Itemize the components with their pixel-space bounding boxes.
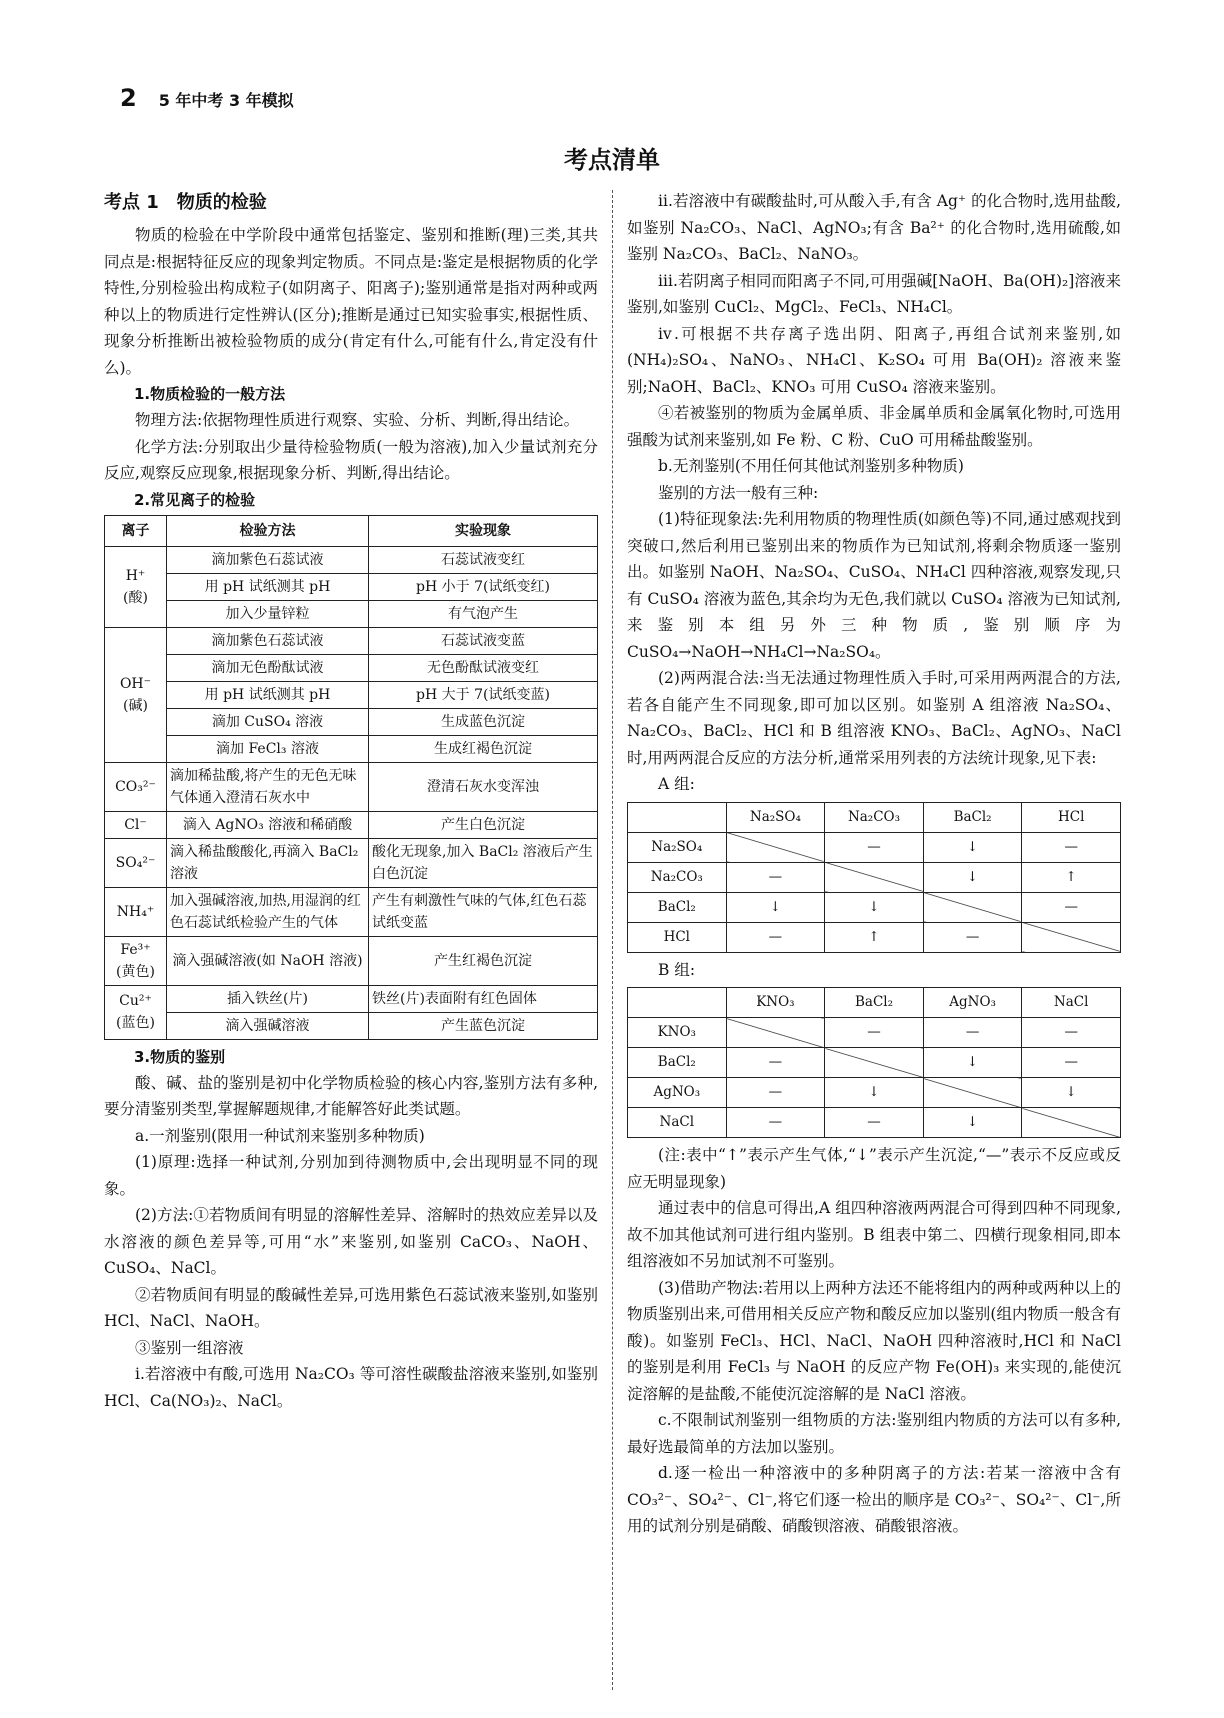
table-header-row (105, 515, 598, 546)
table-header: NaCl (1022, 988, 1121, 1018)
table-row (628, 922, 1121, 952)
paragraph: ⅳ.可根据不共存离子选出阴、阳离子,再组合试剂来鉴别,如(NH₄)₂SO₄、NaNO₃、NH₄Cl、K₂SO₄ 可用 Ba(OH)₂ 溶液来鉴别;NaOH、BaCl₂、KNO₃ 可用 CuSO₄ 溶液来鉴别。 (627, 324, 1121, 396)
paragraph: 通过表中的信息可得出,A 组四种溶液两两混合可得到四种不同现象,故不加其他试剂可进行组内鉴别。B 组表中第二、四横行现象相同,即本组溶液如不另加试剂不可鉴别。 (627, 1199, 1121, 1270)
ion-cell: SO₄²⁻ (105, 838, 167, 887)
ion-cell: NH₄⁺ (105, 887, 167, 936)
paragraph: (3)借助产物法:若用以上两种方法还不能将组内的两种或两种以上的物质鉴别出来,可借用相关反应产物和酸反应加以鉴别(组内物质一般含有酸)。如鉴别 FeCl₃、HCl、NaCl、NaOH 四种溶液时,HCl 和 NaCl 的鉴别是利用 FeCl₃ 与 NaOH 的反应产物 Fe(OH)₃ 来实现的,能使沉淀溶解的是盐酸,不能使沉淀溶解的是 NaCl 溶液。 (627, 1278, 1121, 1403)
ion-note: (黄色) (116, 963, 155, 980)
table-cell: ↓ (1022, 1078, 1121, 1108)
page-number: 2 (120, 84, 137, 112)
ion-cell: CO₃²⁻ (105, 762, 167, 811)
diagonal-cell (726, 832, 825, 862)
paragraph: (1)特征现象法:先利用物质的物理性质(如颜色等)不同,通过感观找到突破口,然后利用已鉴别出来的物质作为已知试剂,将剩余物质逐一鉴别出。如鉴别 NaOH、Na₂SO₄、CuSO₄、NH₄Cl 四种溶液,观察发现,只有 CuSO₄ 溶液为蓝色,其余均为无色,我们就以 CuSO₄ 溶液为已知试剂,来鉴别本组另外三种物质,鉴别顺序为 CuSO₄→NaOH→NH₄Cl→Na₂SO₄。 (627, 510, 1121, 661)
row-label: AgNO₃ (628, 1078, 727, 1108)
table-row (105, 936, 598, 985)
table-row (105, 985, 598, 1012)
table-header: 检验方法 (167, 515, 369, 546)
table-row (628, 892, 1121, 922)
row-label: Na₂CO₃ (628, 862, 727, 892)
table-cell: ↓ (923, 862, 1022, 892)
ion-cell (105, 985, 167, 1039)
table-cell: — (1022, 832, 1121, 862)
table-header (628, 802, 727, 832)
row-label: BaCl₂ (628, 1048, 727, 1078)
diagonal-cell (923, 1078, 1022, 1108)
table-cell: ↓ (726, 892, 825, 922)
diagonal-cell (825, 1048, 924, 1078)
subsection-title: 3.物质的鉴别 (134, 1047, 226, 1066)
paragraph: a.一剂鉴别(限用一种试剂来鉴别多种物质) (135, 1126, 425, 1145)
table-cell: 用 pH 试纸测其 pH (167, 681, 369, 708)
table-cell: — (923, 1018, 1022, 1048)
table-header: BaCl₂ (923, 802, 1022, 832)
table-header (628, 988, 727, 1018)
paragraph: 化学方法:分别取出少量待检验物质(一般为溶液),加入少量试剂充分反应,观察反应现象,根据现象分析、判断,得出结论。 (104, 437, 598, 482)
ion-note: (酸) (123, 589, 148, 606)
table-header: 实验现象 (369, 515, 598, 546)
table-header: HCl (1022, 802, 1121, 832)
table-cell: 加入强碱溶液,加热,用湿润的红色石蕊试纸检验产生的气体 (167, 887, 369, 936)
table-cell: ↓ (923, 1108, 1022, 1138)
group-a-table (627, 802, 1121, 953)
left-column (104, 188, 598, 1414)
table-cell: 滴加紫色石蕊试液 (167, 627, 369, 654)
table-row (105, 627, 598, 654)
table-row (105, 1012, 598, 1039)
table-row (105, 811, 598, 838)
table-row (628, 1048, 1121, 1078)
paragraph: b.无剂鉴别(不用任何其他试剂鉴别多种物质) (658, 457, 964, 475)
paragraph: (2)方法:①若物质间有明显的溶解性差异、溶解时的热效应差异以及水溶液的颜色差异等,可用“水”来鉴别,如鉴别 CaCO₃、NaOH、CuSO₄、NaCl。 (104, 1206, 598, 1277)
table-cell: 铁丝(片)表面附有红色固体 (369, 985, 598, 1012)
row-label: NaCl (628, 1108, 727, 1138)
table-cell: 滴加 FeCl₃ 溶液 (167, 735, 369, 762)
table-row (105, 681, 598, 708)
diagonal-cell (1022, 1108, 1121, 1138)
paragraph: (1)原理:选择一种试剂,分别加到待测物质中,会出现明显不同的现象。 (104, 1153, 598, 1198)
subsection-title: 1.物质检验的一般方法 (134, 385, 286, 403)
table-cell: 生成蓝色沉淀 (369, 708, 598, 735)
table-cell: 用 pH 试纸测其 pH (167, 573, 369, 600)
page-header (120, 84, 294, 114)
page-title: 考点清单 (564, 146, 660, 174)
table-cell: ↓ (825, 892, 924, 922)
group-b-table (627, 987, 1121, 1138)
table-cell: ↓ (923, 832, 1022, 862)
table-row (105, 600, 598, 627)
ion-cell (105, 936, 167, 985)
paragraph: 酸、碱、盐的鉴别是初中化学物质检验的核心内容,鉴别方法有多种,要分清鉴别类型,掌握解题规律,才能解答好此类试题。 (104, 1073, 598, 1118)
table-cell: ↓ (825, 1078, 924, 1108)
ion-symbol: Cu²⁺ (119, 993, 152, 1009)
table-row (628, 1078, 1121, 1108)
ion-test-table (104, 515, 598, 1040)
table-cell: 滴加 CuSO₄ 溶液 (167, 708, 369, 735)
group-a-label: A 组: (658, 775, 695, 793)
table-row (105, 708, 598, 735)
paragraph: ④若被鉴别的物质为金属单质、非金属单质和金属氧化物时,可选用强酸为试剂来鉴别,如 Fe 粉、C 粉、CuO 可用稀盐酸鉴别。 (627, 404, 1121, 449)
table-cell: 酸化无现象,加入 BaCl₂ 溶液后产生白色沉淀 (369, 838, 598, 887)
ion-symbol: OH⁻ (119, 675, 152, 692)
right-column (627, 188, 1121, 1540)
table-cell: — (825, 832, 924, 862)
diagonal-cell (825, 862, 924, 892)
diagonal-cell (923, 892, 1022, 922)
table-cell: — (726, 922, 825, 952)
paragraph: ⅰ.若溶液中有酸,可选用 Na₂CO₃ 等可溶性碳酸盐溶液来鉴别,如鉴别 HCl、Ca(NO₃)₂、NaCl。 (104, 1365, 598, 1410)
table-row (105, 887, 598, 936)
table-row (628, 832, 1121, 862)
diagonal-cell (726, 1018, 825, 1048)
table-row (628, 1018, 1121, 1048)
table-row (105, 573, 598, 600)
book-title: 5 年中考 3 年模拟 (158, 91, 294, 110)
paragraph: ②若物质间有明显的酸碱性差异,可选用紫色石蕊试液来鉴别,如鉴别 HCl、NaCl、NaOH。 (104, 1285, 598, 1330)
table-cell: — (923, 922, 1022, 952)
column-divider (612, 190, 613, 1690)
table-cell: 无色酚酞试液变红 (369, 654, 598, 681)
paragraph: (2)两两混合法:当无法通过物理性质入手时,可采用两两混合的方法,若各自能产生不同现象,即可加以区别。如鉴别 A 组溶液 Na₂SO₄、Na₂CO₃、BaCl₂、HCl 和 B 组溶液 KNO₃、BaCl₂、AgNO₃、NaCl 时,用两两混合反应的方法分析,通常采用列表的方法统计现象,见下表: (627, 669, 1121, 767)
table-cell: — (825, 1108, 924, 1138)
section-title: 考点 1 物质的检验 (104, 192, 267, 213)
ion-note: (蓝色) (116, 1015, 155, 1031)
table-header: AgNO₃ (923, 988, 1022, 1018)
table-cell: 产生蓝色沉淀 (369, 1012, 598, 1039)
table-cell: pH 大于 7(试纸变蓝) (369, 681, 598, 708)
paragraph: c.不限制试剂鉴别一组物质的方法:鉴别组内物质的方法可以有多种,最好选最简单的方法加以鉴别。 (627, 1411, 1121, 1456)
table-cell: ↓ (923, 1048, 1022, 1078)
table-row (105, 838, 598, 887)
table-cell: ↑ (1022, 862, 1121, 892)
table-cell: 滴加紫色石蕊试液 (167, 546, 369, 573)
table-cell: ↑ (825, 922, 924, 952)
table-cell: 滴加无色酚酞试液 (167, 654, 369, 681)
table-cell: 石蕊试液变蓝 (369, 627, 598, 654)
table-cell: pH 小于 7(试纸变红) (369, 573, 598, 600)
ion-cell: Cl⁻ (105, 811, 167, 838)
table-cell: — (726, 1108, 825, 1138)
table-cell: 加入少量锌粒 (167, 600, 369, 627)
table-cell: — (825, 1018, 924, 1048)
row-label: KNO₃ (628, 1018, 727, 1048)
paragraph: ③鉴别一组溶液 (135, 1338, 244, 1357)
table-note: (注:表中“↑”表示产生气体,“↓”表示产生沉淀,“—”表示不反应或反应无明显现象) (627, 1146, 1121, 1191)
paragraph: ⅱ.若溶液中有碳酸盐时,可从酸入手,有含 Ag⁺ 的化合物时,选用盐酸,如鉴别 Na₂CO₃、NaCl、AgNO₃;有含 Ba²⁺ 的化合物时,选用硫酸,如鉴别 Na₂CO₃、BaCl₂、NaNO₃。 (627, 192, 1121, 263)
ion-cell (105, 546, 167, 627)
table-cell: — (1022, 1018, 1121, 1048)
table-header-row (628, 802, 1121, 832)
subsection-title: 2.常见离子的检验 (134, 490, 256, 509)
table-row (105, 654, 598, 681)
table-cell: 有气泡产生 (369, 600, 598, 627)
ion-cell (105, 627, 167, 762)
table-header: Na₂SO₄ (726, 802, 825, 832)
table-cell: — (726, 1048, 825, 1078)
table-cell: — (726, 1078, 825, 1108)
table-header: 离子 (105, 515, 167, 546)
table-row (628, 862, 1121, 892)
row-label: Na₂SO₄ (628, 832, 727, 862)
table-row (105, 735, 598, 762)
table-cell: 产生白色沉淀 (369, 811, 598, 838)
table-header: KNO₃ (726, 988, 825, 1018)
table-cell: — (1022, 892, 1121, 922)
table-cell: 产生红褐色沉淀 (369, 936, 598, 985)
table-header: Na₂CO₃ (825, 802, 924, 832)
paragraph: ⅲ.若阴离子相同而阳离子不同,可用强碱[NaOH、Ba(OH)₂]溶液来鉴别,如鉴别 CuCl₂、MgCl₂、FeCl₃、NH₄Cl。 (627, 271, 1121, 316)
table-cell: 滴加稀盐酸,将产生的无色无味气体通入澄清石灰水中 (167, 762, 369, 811)
table-cell: 滴入强碱溶液 (167, 1012, 369, 1039)
intro-paragraph: 物质的检验在中学阶段中通常包括鉴定、鉴别和推断(理)三类,其共同点是:根据特征反应的现象判定物质。不同点是:鉴定是根据物质的化学特性,分别检验出构成粒子(如阴离子、阳离子);鉴别通常是指对两种或两种以上的物质进行定性辨认(区分);推断是通过已知实验事实,根据性质、现象分析推断出被检验物质的成分(肯定有什么,可能有什么,肯定没有什么)。 (104, 226, 598, 377)
table-row (628, 1108, 1121, 1138)
ion-note: (碱) (123, 697, 148, 714)
table-cell: 石蕊试液变红 (369, 546, 598, 573)
paragraph: 物理方法:依据物理性质进行观察、实验、分析、判断,得出结论。 (135, 411, 580, 429)
table-cell: 滴入稀盐酸酸化,再滴入 BaCl₂ 溶液 (167, 838, 369, 887)
table-cell: — (1022, 1048, 1121, 1078)
table-cell: 插入铁丝(片) (167, 985, 369, 1012)
table-cell: 澄清石灰水变浑浊 (369, 762, 598, 811)
table-cell: 产生有刺激性气味的气体,红色石蕊试纸变蓝 (369, 887, 598, 936)
ion-symbol: Fe³⁺ (120, 941, 151, 958)
row-label: BaCl₂ (628, 892, 727, 922)
table-header-row (628, 988, 1121, 1018)
table-cell: — (726, 862, 825, 892)
ion-symbol: H⁺ (125, 567, 146, 584)
table-cell: 滴入强碱溶液(如 NaOH 溶液) (167, 936, 369, 985)
table-row (105, 762, 598, 811)
table-cell: 生成红褐色沉淀 (369, 735, 598, 762)
paragraph: 鉴别的方法一般有三种: (658, 483, 819, 502)
group-b-label: B 组: (658, 960, 696, 979)
row-label: HCl (628, 922, 727, 952)
table-row (105, 546, 598, 573)
table-header: BaCl₂ (825, 988, 924, 1018)
diagonal-cell (1022, 922, 1121, 952)
table-cell: 滴入 AgNO₃ 溶液和稀硝酸 (167, 811, 369, 838)
paragraph: d.逐一检出一种溶液中的多种阴离子的方法:若某一溶液中含有 CO₃²⁻、SO₄²⁻、Cl⁻,将它们逐一检出的顺序是 CO₃²⁻、SO₄²⁻、Cl⁻,所用的试剂分别是硝酸、硝酸钡溶液、硝酸银溶液。 (627, 1464, 1121, 1535)
